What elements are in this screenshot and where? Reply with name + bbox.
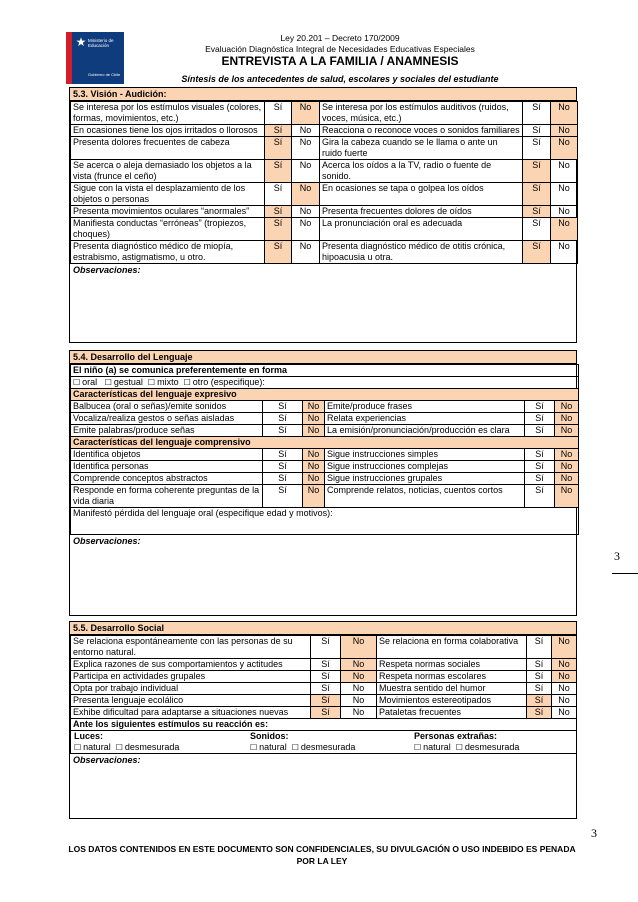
question-right: Comprende relatos, noticias, cuentos cortos (325, 485, 525, 508)
answer-no-left[interactable]: No (292, 241, 320, 264)
answer-no-left[interactable]: No (292, 206, 320, 218)
answer-yes-right[interactable]: Sí (523, 125, 551, 137)
lights-options (74, 742, 244, 753)
answer-yes-right[interactable]: Sí (523, 241, 551, 264)
table-row (71, 695, 577, 707)
table-row (71, 659, 577, 671)
checkbox-sounds-excessive[interactable]: ☐ desmesurada (291, 742, 356, 752)
table-row (71, 473, 579, 485)
question-left: En ocasiones tiene los ojos irritados o llorosos (71, 125, 265, 137)
answer-yes-left[interactable]: Sí (265, 102, 292, 125)
communication-question: El niño (a) se comunica preferentemente en forma (71, 365, 579, 377)
question-left: Manifiesta conductas “erróneas” (tropiezos, choques) (71, 218, 265, 241)
answer-yes-left[interactable]: Sí (265, 241, 292, 264)
communication-options (71, 377, 579, 389)
table-row (71, 241, 578, 264)
answer-no-left[interactable]: No (303, 401, 325, 413)
answer-yes-right[interactable]: Sí (525, 413, 555, 425)
answer-no-right[interactable]: No (551, 183, 578, 206)
checkbox-mixto[interactable]: ☐ mixto (147, 377, 179, 387)
question-left: Comprende conceptos abstractos (71, 473, 263, 485)
page-subtitle: Síntesis de los antecedentes de salud, escolares y sociales del estudiante (181, 74, 499, 84)
answer-no-right[interactable]: No (551, 241, 578, 264)
answer-no-right[interactable]: No (555, 425, 579, 437)
answer-yes-left[interactable]: Sí (311, 659, 341, 671)
question-left: Vocaliza/realiza gestos o señas aisladas (71, 413, 263, 425)
flag-strip (66, 32, 72, 84)
answer-yes-right[interactable]: Sí (523, 206, 551, 218)
question-left: Emite palabras/produce señas (71, 425, 263, 437)
answer-yes-right[interactable]: Sí (523, 160, 551, 183)
answer-no-right[interactable]: No (555, 461, 579, 473)
table-row (71, 671, 577, 683)
law-reference: Ley 20.201 – Decreto 170/2009 (280, 33, 400, 43)
answer-yes-right[interactable]: Sí (523, 137, 551, 160)
answer-yes-left[interactable]: Sí (263, 425, 303, 437)
answer-yes-right[interactable]: Sí (527, 707, 552, 719)
table-row (71, 401, 579, 413)
table-row (71, 425, 579, 437)
question-left: Responde en forma coherente preguntas de la vida diaria (71, 485, 263, 508)
answer-yes-left[interactable]: Sí (265, 206, 292, 218)
logo-text-ministry: Ministerio de Educación (88, 38, 114, 48)
table-row (71, 413, 579, 425)
question-left: Sigue con la vista el desplazamiento de los objetos o personas (71, 183, 265, 206)
answer-no-right[interactable]: No (552, 707, 577, 719)
answer-yes-left[interactable]: Sí (311, 695, 341, 707)
answer-yes-right[interactable]: Sí (527, 659, 552, 671)
question-right: Respeta normas escolares (377, 671, 527, 683)
answer-no-left[interactable]: No (303, 461, 325, 473)
evaluation-title: Evaluación Diagnóstica Integral de Necesidades Educativas Especiales (205, 44, 475, 54)
social-section (69, 621, 577, 819)
question-right: Emite/produce frases (325, 401, 525, 413)
table-row (71, 461, 579, 473)
lights-label: Luces: (74, 731, 104, 741)
strangers-options (414, 742, 573, 753)
answer-no-left[interactable]: No (292, 183, 320, 206)
answer-no-left[interactable]: No (341, 707, 377, 719)
question-left: Presenta dolores frecuentes de cabeza (71, 137, 265, 160)
table-row (71, 125, 578, 137)
answer-yes-right[interactable]: Sí (523, 218, 551, 241)
stimulus-strangers (411, 731, 576, 753)
language-loss-field[interactable]: Manifestó pérdida del lenguaje oral (especifique edad y motivos): (71, 508, 579, 535)
answer-yes-right[interactable]: Sí (525, 401, 555, 413)
page-number-bottom: 3 (591, 826, 597, 840)
question-left: Identifica objetos (71, 449, 263, 461)
observations-label: Observaciones: (73, 755, 141, 765)
question-left: Presenta lenguaje ecolálico (71, 695, 311, 707)
stimulus-lights (71, 731, 247, 753)
question-left: Explica razones de sus comportamientos y actitudes (71, 659, 311, 671)
answer-yes-right[interactable]: Sí (527, 636, 552, 659)
language-section (69, 350, 577, 616)
question-left: Presenta diagnóstico médico de miopía, estrabismo, astigmatismo, u otro. (71, 241, 265, 264)
answer-no-left[interactable]: No (341, 683, 377, 695)
strangers-label: Personas extrañas: (414, 731, 498, 741)
page-number-rule (612, 573, 638, 574)
answer-yes-left[interactable]: Sí (265, 160, 292, 183)
answer-no-right[interactable]: No (551, 206, 578, 218)
table-row (71, 206, 578, 218)
answer-yes-right[interactable]: Sí (527, 695, 552, 707)
expressive-title: Características del lenguaje expresivo (71, 389, 579, 401)
answer-no-left[interactable]: No (341, 671, 377, 683)
section-title: 5.4. Desarrollo del Lenguaje (70, 351, 576, 364)
vision-section (69, 87, 577, 343)
table-row (71, 102, 578, 125)
answer-no-right[interactable]: No (552, 671, 577, 683)
answer-no-right[interactable]: No (552, 659, 577, 671)
question-right: En ocasiones se tapa o golpea los oídos (320, 183, 523, 206)
answer-yes-left[interactable]: Sí (265, 218, 292, 241)
checkbox-otro[interactable]: ☐ otro (especifique): (183, 377, 265, 387)
logo-text-government: Gobierno de Chile (88, 72, 121, 77)
observations-label: Observaciones: (73, 536, 141, 546)
question-left: Opta por trabajo individual (71, 683, 311, 695)
sounds-options (250, 742, 408, 753)
answer-no-left[interactable]: No (292, 160, 320, 183)
checkbox-strangers-excessive[interactable]: ☐ desmesurada (455, 742, 520, 752)
answer-yes-right[interactable]: Sí (525, 425, 555, 437)
question-right: Presenta diagnóstico médico de otitis crónica, hipoacusia u otra. (320, 241, 523, 264)
stimuli-row (71, 731, 577, 754)
section-title: 5.3. Visión - Audición: (70, 88, 576, 101)
checkbox-strangers-natural[interactable]: ☐ natural (414, 742, 451, 752)
answer-no-right[interactable]: No (551, 125, 578, 137)
answer-yes-left[interactable]: Sí (265, 125, 292, 137)
answer-yes-left[interactable]: Sí (263, 461, 303, 473)
answer-no-left[interactable]: No (292, 137, 320, 160)
page-title: ENTREVISTA A LA FAMILIA / ANAMNESIS (221, 54, 459, 68)
answer-yes-right[interactable]: Sí (525, 485, 555, 508)
answer-no-right[interactable]: No (555, 449, 579, 461)
question-right: Presenta frecuentes dolores de oídos (320, 206, 523, 218)
language-table (70, 364, 579, 535)
answer-no-right[interactable]: No (552, 695, 577, 707)
table-row (71, 449, 579, 461)
answer-yes-right[interactable]: Sí (527, 683, 552, 695)
question-right: Movimientos estereotipados (377, 695, 527, 707)
question-right: Pataletas frecuentes (377, 707, 527, 719)
question-right: Sigue instrucciones simples (325, 449, 525, 461)
table-row (71, 636, 577, 659)
answer-yes-right[interactable]: Sí (525, 461, 555, 473)
answer-no-left[interactable]: No (303, 473, 325, 485)
question-left: Exhibe dificultad para adaptarse a situaciones nuevas (71, 707, 311, 719)
answer-yes-left[interactable]: Sí (263, 473, 303, 485)
vision-table (70, 101, 578, 264)
section-title: 5.5. Desarrollo Social (70, 622, 576, 635)
answer-no-right[interactable]: No (552, 683, 577, 695)
question-left: Identifica personas (71, 461, 263, 473)
answer-yes-left[interactable]: Sí (265, 183, 292, 206)
comprehensive-title: Características del lenguaje comprensivo (71, 437, 579, 449)
table-row (71, 218, 578, 241)
answer-yes-left[interactable]: Sí (263, 449, 303, 461)
question-right: La emisión/pronunciación/producción es clara (325, 425, 525, 437)
answer-no-right[interactable]: No (555, 473, 579, 485)
answer-yes-left[interactable]: Sí (311, 683, 341, 695)
question-right: Relata experiencias (325, 413, 525, 425)
question-right: Se relaciona en forma colaborativa (377, 636, 527, 659)
answer-no-left[interactable]: No (303, 485, 325, 508)
question-left: Participa en actividades grupales (71, 671, 311, 683)
answer-yes-left[interactable]: Sí (263, 401, 303, 413)
question-right: Sigue instrucciones grupales (325, 473, 525, 485)
answer-yes-right[interactable]: Sí (525, 473, 555, 485)
answer-no-left[interactable]: No (341, 695, 377, 707)
answer-yes-right[interactable]: Sí (523, 183, 551, 206)
answer-no-right[interactable]: No (551, 218, 578, 241)
checkbox-oral[interactable]: ☐ oral (73, 377, 98, 387)
reaction-question: Ante los siguientes estímulos su reacción es: (71, 719, 577, 731)
question-right: Sigue instrucciones complejas (325, 461, 525, 473)
answer-no-left[interactable]: No (303, 413, 325, 425)
answer-yes-right[interactable]: Sí (525, 449, 555, 461)
checkbox-gestual[interactable]: ☐ gestual (104, 377, 143, 387)
social-table (70, 635, 577, 754)
question-right: Respeta normas sociales (377, 659, 527, 671)
question-right: La pronunciación oral es adecuada (320, 218, 523, 241)
table-row (71, 160, 578, 183)
page-number-side: 3 (614, 549, 620, 563)
answer-yes-right[interactable]: Sí (527, 671, 552, 683)
question-right: Muestra sentido del humor (377, 683, 527, 695)
answer-no-left[interactable]: No (292, 102, 320, 125)
sounds-label: Sonidos: (250, 731, 289, 741)
answer-no-right[interactable]: No (555, 413, 579, 425)
answer-no-right[interactable]: No (552, 636, 577, 659)
answer-no-left[interactable]: No (303, 449, 325, 461)
stimulus-sounds (247, 731, 411, 753)
answer-yes-right[interactable]: Sí (523, 102, 551, 125)
answer-no-left[interactable]: No (292, 218, 320, 241)
confidentiality-footer: LOS DATOS CONTENIDOS EN ESTE DOCUMENTO SON CONFIDENCIALES, SU DIVULGACIÓN O USO INDEBIDO ES PENADA POR LA LEY (68, 844, 576, 866)
question-right: Gira la cabeza cuando se le llama o ante un ruido fuerte (320, 137, 523, 160)
answer-yes-left[interactable]: Sí (263, 413, 303, 425)
answer-no-left[interactable]: No (341, 636, 377, 659)
answer-yes-left[interactable]: Sí (311, 707, 341, 719)
table-row (71, 683, 577, 695)
answer-no-right[interactable]: No (551, 137, 578, 160)
answer-no-left[interactable]: No (292, 125, 320, 137)
table-row (71, 707, 577, 719)
table-row (71, 183, 578, 206)
question-left: Balbucea (oral o señas)/emite sonidos (71, 401, 263, 413)
question-right: Acerca los oídos a la TV, radio o fuente de sonido. (320, 160, 523, 183)
question-left: Presenta movimientos oculares “anormales” (71, 206, 265, 218)
question-left: Se acerca o aleja demasiado los objetos a la vista (frunce el ceño) (71, 160, 265, 183)
table-row (71, 485, 579, 508)
question-left: Se relaciona espontáneamente con las personas de su entorno natural. (71, 636, 311, 659)
answer-no-right[interactable]: No (555, 485, 579, 508)
question-right: Reacciona o reconoce voces o sonidos familiares (320, 125, 523, 137)
answer-no-right[interactable]: No (551, 160, 578, 183)
answer-no-right[interactable]: No (555, 401, 579, 413)
table-row (71, 137, 578, 160)
observations-label: Observaciones: (73, 265, 141, 275)
answer-yes-left[interactable]: Sí (311, 636, 341, 659)
answer-yes-left[interactable]: Sí (311, 671, 341, 683)
question-right: Se interesa por los estímulos auditivos (ruidos, voces, música, etc.) (320, 102, 523, 125)
question-left: Se interesa por los estímulos visuales (colores, formas, movimientos, etc.) (71, 102, 265, 125)
checkbox-sounds-natural[interactable]: ☐ natural (250, 742, 287, 752)
answer-yes-left[interactable]: Sí (265, 137, 292, 160)
answer-no-left[interactable]: No (341, 659, 377, 671)
checkbox-lights-natural[interactable]: ☐ natural (74, 742, 111, 752)
star-icon: ★ (75, 35, 87, 49)
answer-no-right[interactable]: No (551, 102, 578, 125)
answer-no-left[interactable]: No (303, 425, 325, 437)
answer-yes-left[interactable]: Sí (263, 485, 303, 508)
checkbox-lights-excessive[interactable]: ☐ desmesurada (115, 742, 180, 752)
